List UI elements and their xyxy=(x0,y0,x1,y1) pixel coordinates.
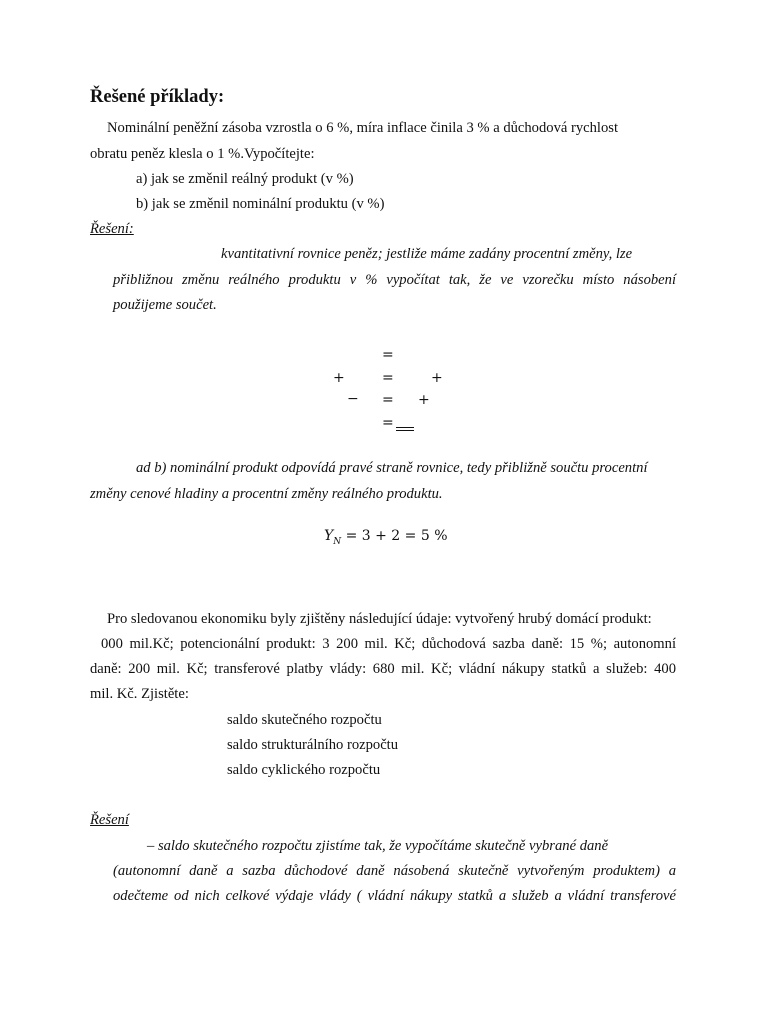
eq-row2-plus-left: + xyxy=(333,370,345,386)
ex2-text-line-4: mil. Kč. Zjistěte: xyxy=(90,686,189,702)
eq-row3-plus: + xyxy=(418,392,430,408)
ex1-result-equation xyxy=(324,527,448,551)
eq-fraction-bar-2 xyxy=(396,430,414,431)
ex1-solution-label: Řešení: xyxy=(90,221,134,237)
eq-row2-equals: = xyxy=(382,370,394,386)
eq-row3-equals: = xyxy=(382,392,394,408)
ex2-text-line-3: daně: 200 mil. Kč; transferové platby vlády: 680 mil. Kč; vládní nákupy statků a služeb: 400 xyxy=(90,661,676,677)
eq-row4-equals: = xyxy=(382,415,394,431)
eq-row1-equals: = xyxy=(382,347,394,363)
ex1-solution-line-1: kvantitativní rovnice peněz; jestliže máme zadány procentní změny, lze xyxy=(221,246,633,262)
eq-row3-minus: − xyxy=(347,391,359,407)
ex1-ad-b-line-2: změny cenové hladiny a procentní změny reálného produktu. xyxy=(90,486,443,502)
ex2-solution-line-3: odečteme od nich celkové výdaje vlády ( vládní nákupy statků a služeb a vládní transferové xyxy=(113,888,676,904)
ex2-item-2: saldo strukturálního rozpočtu xyxy=(227,737,399,753)
ex2-item-3: saldo cyklického rozpočtu xyxy=(227,762,381,778)
ex1-task-b: b) jak se změnil nominální produktu (v %) xyxy=(136,196,385,212)
ex2-text-line-2: 000 mil.Kč; potencionální produkt: 3 200 mil. Kč; důchodová sazba daně: 15 %; autonomní xyxy=(101,636,676,652)
result-subscript: N xyxy=(333,536,342,547)
result-variable: Y xyxy=(324,528,334,544)
ex1-solution-line-3: použijeme součet. xyxy=(113,297,217,313)
page-title: Řešené příklady: xyxy=(90,87,225,107)
ex1-solution-line-2: přibližnou změnu reálného produktu v % vypočítat tak, že ve vzorečku místo násobení xyxy=(113,272,676,288)
ex2-solution-line-2: (autonomní daně a sazba důchodové daně násobená skutečně vytvořeným produktem) a xyxy=(113,863,676,879)
ex1-text-line-2: obratu peněz klesla o 1 %.Vypočítejte: xyxy=(90,146,315,162)
ex2-text-line-1: Pro sledovanou ekonomiku byly zjištěny následující údaje: vytvořený hrubý domácí produkt: xyxy=(107,611,652,627)
eq-row2-plus-right: + xyxy=(431,370,443,386)
ex2-solution-label: Řešení xyxy=(90,812,129,828)
ex1-text-line-1: Nominální peněžní zásoba vzrostla o 6 %, míra inflace činila 3 % a důchodová rychlost xyxy=(107,120,619,136)
result-expression: = 3 + 2 = 5 % xyxy=(341,528,448,544)
ex1-task-a: a) jak se změnil reálný produkt (v %) xyxy=(136,171,354,187)
ex2-solution-line-1: – saldo skutečného rozpočtu zjistíme tak, že vypočítáme skutečně vybrané daně xyxy=(147,838,609,854)
eq-fraction-bar-1 xyxy=(396,427,414,428)
ex1-ad-b-line-1: ad b) nominální produkt odpovídá pravé straně rovnice, tedy přibližně součtu procentní xyxy=(136,460,648,476)
ex2-item-1: saldo skutečného rozpočtu xyxy=(227,712,382,728)
